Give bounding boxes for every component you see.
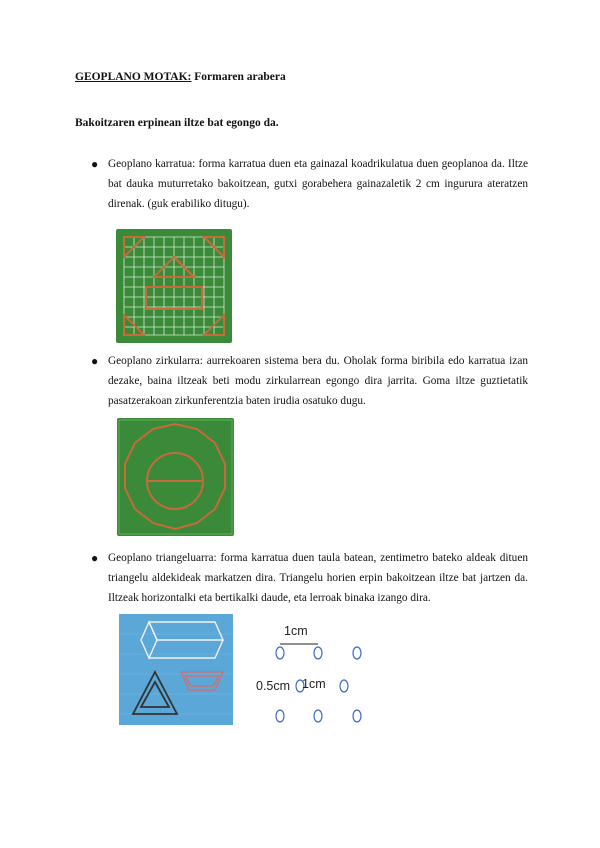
item-text: Geoplano triangeluarra: forma karratua duen taula batean, zentimetro bateko aldeak dituen triangelu aldekideak markatzen dira. Triangelu horien erpin bakoitzean iltze bat jartzen da. Iltzeak horizontalki eta bertikalki daude, eta lerroak binaka izango dira. [108,552,528,604]
bullet-icon: ● [91,354,99,368]
label-1cm-mid: 1cm [302,677,326,691]
triangular-geoboard-image [119,614,233,725]
item-text: Geoplano zirkularra: aurrekoaren sistema bera du. Oholak forma biribila edo karratua izan dezake, baina iltzeak beti modu zirkularrean egongo dira jarrita. Goma iltze guztietatik pasatzerakoan zirkunferentzia baten irudia osatuko dugu. [108,355,528,407]
list-item-circular [91,351,528,411]
bullet-icon: ● [91,157,99,171]
bullet-icon: ● [91,551,99,565]
page-title [75,71,286,83]
list-item-square [91,154,528,214]
page-subtitle: Bakoitzaren erpinean iltze bat egongo da. [75,117,279,129]
square-geoboard-image [116,229,232,343]
item-text: Geoplano karratua: forma karratua duen eta gainazal koadrikulatua duen geoplanoa da. Iltze bat dauka muturretako bakoitzean, gutxi gorabehera gainazaletik 2 cm ingurura ateratzen direnak. (guk erabiliko ditugu). [108,158,528,210]
title-underlined: GEOPLANO MOTAK: [75,71,192,83]
peg-spacing-diagram [250,618,380,730]
label-05cm: 0.5cm [256,679,291,693]
label-1cm-top: 1cm [284,624,308,638]
list-item-triangular [91,548,528,608]
title-rest: Formaren arabera [191,71,286,83]
circular-geoboard-image [117,418,234,536]
